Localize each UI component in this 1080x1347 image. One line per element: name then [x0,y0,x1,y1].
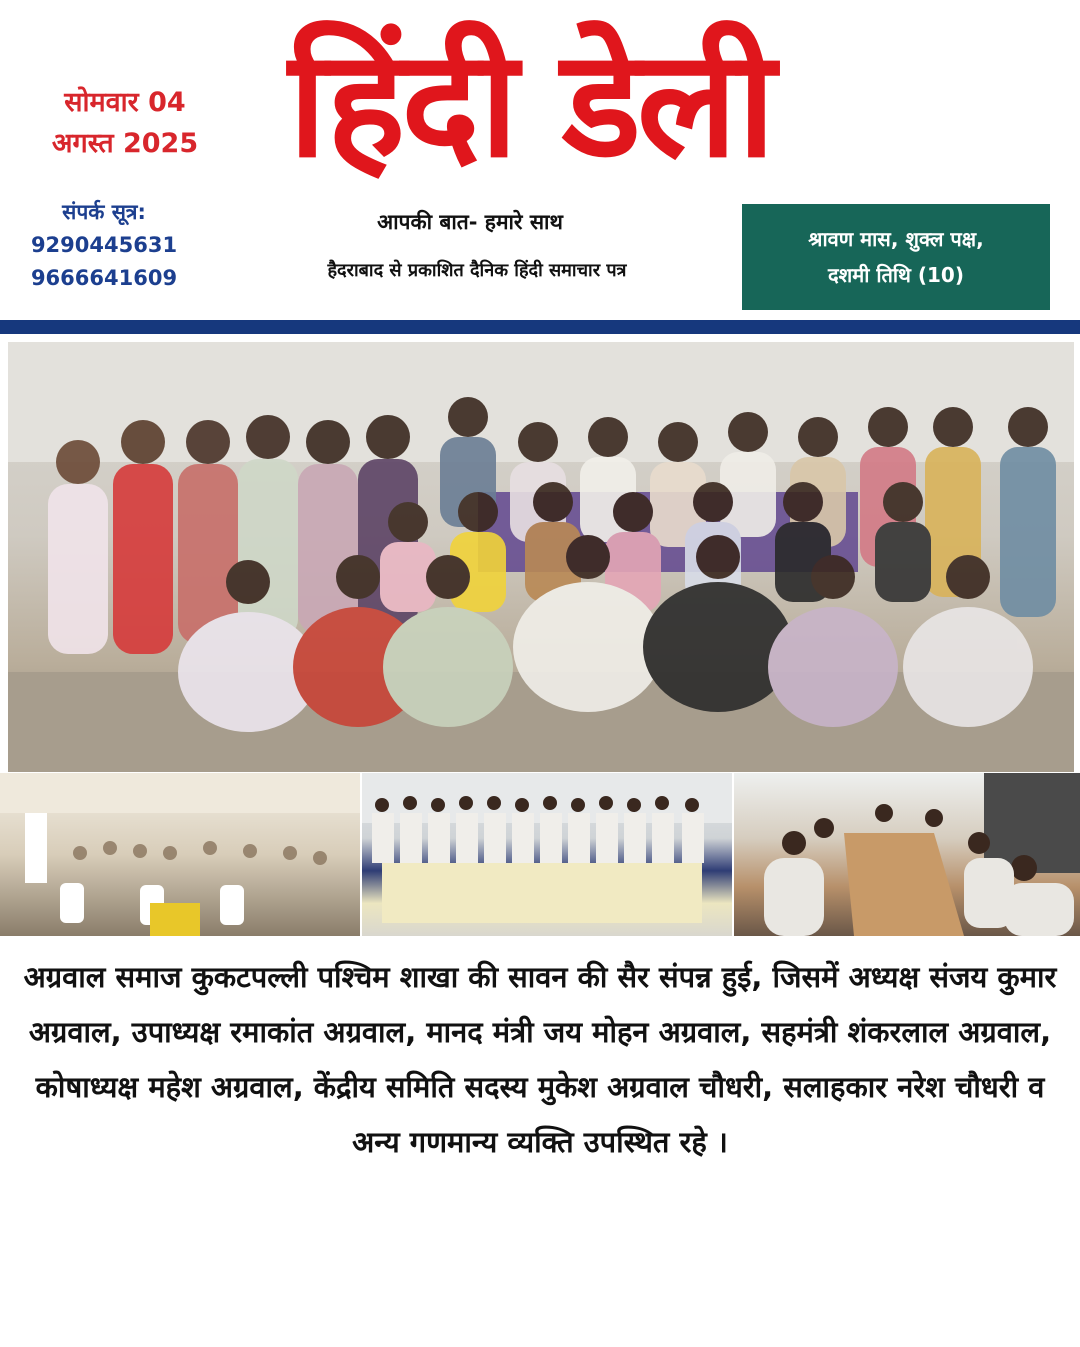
event-hall-photo [0,773,360,936]
issue-date-month-year: अगस्त 2025 [51,128,199,159]
header-divider [0,320,1080,334]
newspaper-masthead: हिंदी डेली [288,16,772,190]
dining-table-illustration [734,773,1080,936]
contact-block [14,196,194,295]
contact-phone-1: 9290445631 [30,233,178,257]
panchang-line-1: श्रावण मास, शुक्ल पक्ष, [808,227,984,251]
publication-subline: हैदराबाद से प्रकाशित दैनिक हिंदी समाचार पत्र [327,260,627,281]
group-photo-illustration [8,342,1074,772]
contact-label: संपर्क सूत्र: [62,200,146,224]
stage-group-photo [362,773,732,936]
contact-phone-2: 9666641609 [30,266,178,290]
tagline: आपकी बात- हमारे साथ [377,210,563,234]
stage-group-illustration [362,773,732,936]
panchang-box [742,204,1050,310]
issue-date [20,82,230,164]
issue-date-day: सोमवार 04 [64,87,186,118]
event-hall-illustration [0,773,360,936]
main-group-photo [8,342,1074,772]
dining-table-photo [734,773,1080,936]
news-article-text: अग्रवाल समाज कुकटपल्ली पश्चिम शाखा की सावन की सैर संपन्न हुई, जिसमें अध्यक्ष संजय कुमार अग्रवाल, उपाध्यक्ष रमाकांत अग्रवाल, मानद मंत्री जय मोहन अग्रवाल, सहमंत्री शंकरलाल अग्रवाल, कोषाध्यक्ष महेश अग्रवाल, केंद्रीय समिति सदस्य मुकेश अग्रवाल चौधरी, सलाहकार नरेश चौधरी व अन्य गणमान्य व्यक्ति उपस्थित रहे । [23,960,1057,1159]
panchang-line-2: दशमी तिथि (10) [828,263,964,287]
